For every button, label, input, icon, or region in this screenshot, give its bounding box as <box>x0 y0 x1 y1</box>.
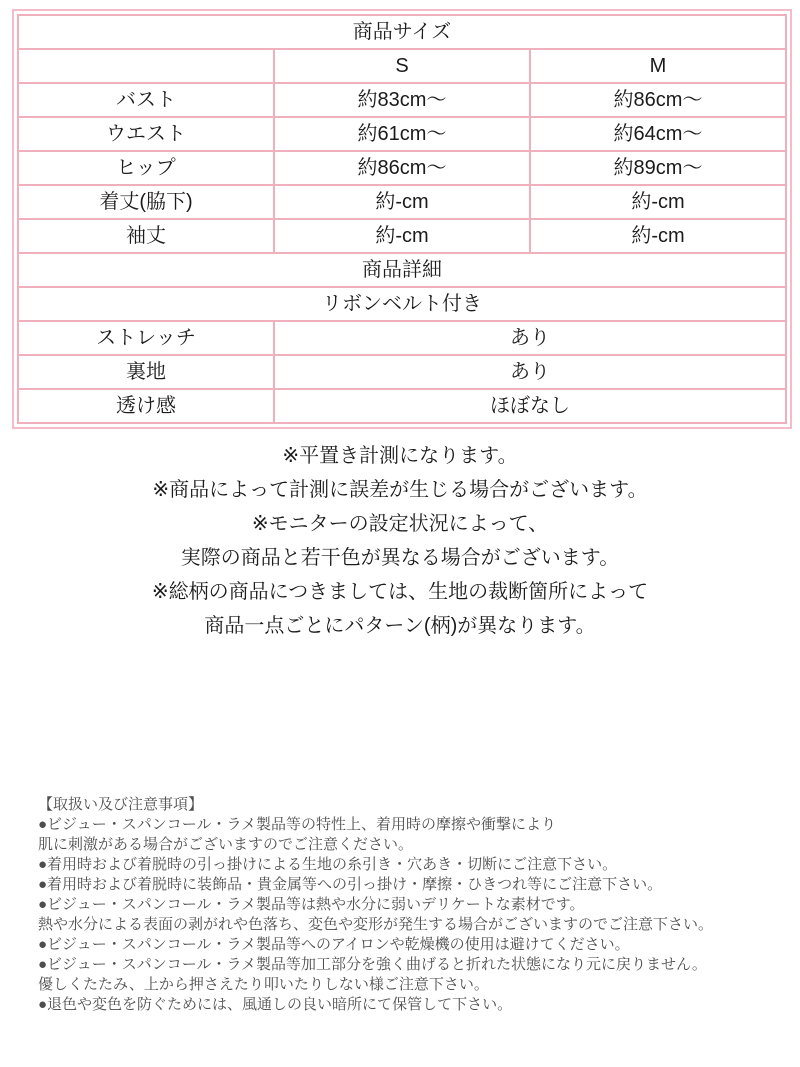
hip-value-s: 約86cm〜 <box>274 151 530 185</box>
row-label-waist: ウエスト <box>18 117 274 151</box>
row-label-sheerness: 透け感 <box>18 389 274 423</box>
bust-value-s: 約83cm〜 <box>274 83 530 117</box>
table-row <box>18 185 786 219</box>
stretch-value: あり <box>274 321 786 355</box>
table-row <box>18 219 786 253</box>
handling-cautions <box>38 795 778 1015</box>
note-line: ※モニターの設定状況によって、 <box>251 513 549 535</box>
handling-cautions-heading: 【取扱い及び注意事項】 <box>38 796 204 813</box>
caution-line: ●ビジュー・スパンコール・ラメ製品等加工部分を強く曲げると折れた状態になり元に戻りません。 <box>38 956 707 973</box>
table-row <box>18 287 786 321</box>
bust-value-m: 約86cm〜 <box>530 83 786 117</box>
row-label-stretch: ストレッチ <box>18 321 274 355</box>
col-header-m: M <box>530 49 786 83</box>
caution-line: ●ビジュー・スパンコール・ラメ製品等へのアイロンや乾燥機の使用は避けてください。 <box>38 936 630 953</box>
table-row <box>18 389 786 423</box>
caution-line: 熱や水分による表面の剥がれや色落ち、変色や変形が発生する場合がございますのでご注意下さい。 <box>38 916 714 933</box>
lining-value: あり <box>274 355 786 389</box>
size-table <box>17 14 787 424</box>
waist-value-m: 約64cm〜 <box>530 117 786 151</box>
table-row <box>18 151 786 185</box>
sleeve-value-s: 約-cm <box>274 219 530 253</box>
hip-value-m: 約89cm〜 <box>530 151 786 185</box>
table-row <box>18 355 786 389</box>
caution-line: ●着用時および着脱時に装飾品・貴金属等への引っ掛け・摩擦・ひきつれ等にご注意下さい。 <box>38 876 663 893</box>
note-line: ※総柄の商品につきましては、生地の裁断箇所によって <box>151 581 649 603</box>
length-value-s: 約-cm <box>274 185 530 219</box>
caution-line: 肌に刺激がある場合がございますのでご注意ください。 <box>38 836 414 853</box>
note-line: ※商品によって計測に誤差が生じる場合がございます。 <box>152 479 648 501</box>
row-label-bust: バスト <box>18 83 274 117</box>
caution-line: 優しくたたみ、上から押さえたり叩いたりしない様ご注意下さい。 <box>38 976 489 993</box>
col-header-s: S <box>274 49 530 83</box>
length-value-m: 約-cm <box>530 185 786 219</box>
waist-value-s: 約61cm〜 <box>274 117 530 151</box>
row-label-hip: ヒップ <box>18 151 274 185</box>
row-label-sleeve: 袖丈 <box>18 219 274 253</box>
note-line: 商品一点ごとにパターン(柄)が異なります。 <box>204 615 596 637</box>
table-row <box>18 253 786 287</box>
size-table-title: 商品サイズ <box>18 15 786 49</box>
table-row <box>18 117 786 151</box>
note-line: 実際の商品と若干色が異なる場合がございます。 <box>180 547 620 569</box>
note-line: ※平置き計測になります。 <box>282 445 518 467</box>
sleeve-value-m: 約-cm <box>530 219 786 253</box>
caution-line: ●退色や変色を防ぐためには、風通しの良い暗所にて保管して下さい。 <box>38 996 513 1013</box>
caution-line: ●着用時および着脱時の引っ掛けによる生地の糸引き・穴あき・切断にご注意下さい。 <box>38 856 618 873</box>
row-label-length: 着丈(脇下) <box>18 185 274 219</box>
caution-line: ●ビジュー・スパンコール・ラメ製品等は熱や水分に弱いデリケートな素材です。 <box>38 896 585 913</box>
sheerness-value: ほぼなし <box>274 389 786 423</box>
table-row <box>18 321 786 355</box>
detail-feature: リボンベルト付き <box>18 287 786 321</box>
table-row <box>18 49 786 83</box>
measurement-notes <box>0 439 800 643</box>
table-row <box>18 83 786 117</box>
corner-cell-empty <box>18 49 274 83</box>
table-row <box>18 15 786 49</box>
detail-header: 商品詳細 <box>18 253 786 287</box>
row-label-lining: 裏地 <box>18 355 274 389</box>
caution-line: ●ビジュー・スパンコール・ラメ製品等の特性上、着用時の摩擦や衝撃により <box>38 816 557 833</box>
